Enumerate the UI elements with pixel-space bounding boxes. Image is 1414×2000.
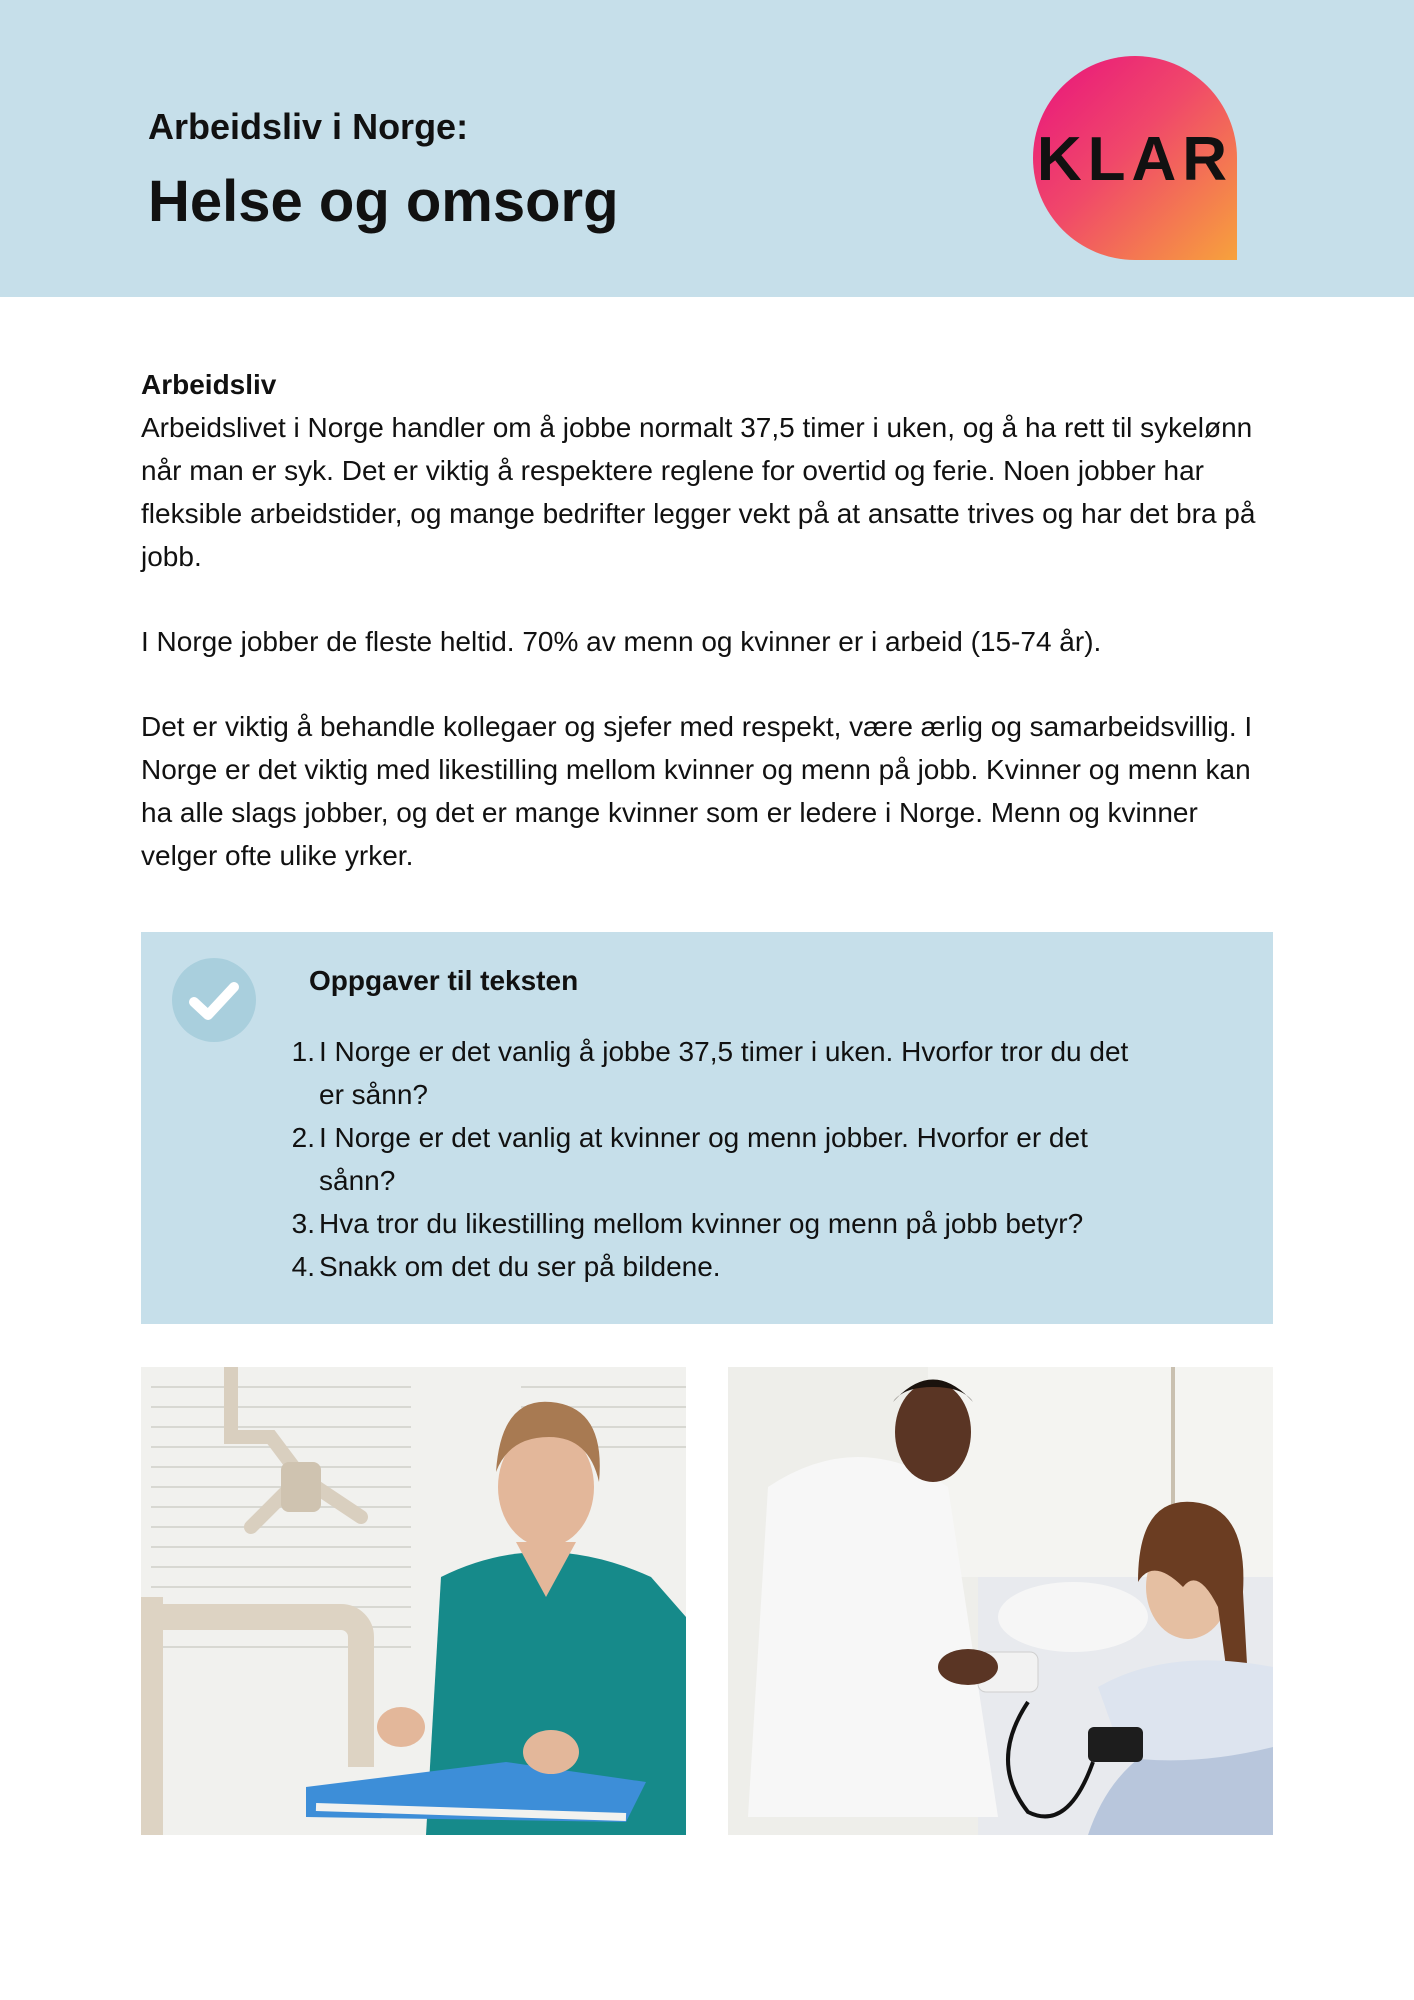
- section-heading: Arbeidsliv: [141, 369, 277, 400]
- page-header: [0, 0, 1414, 297]
- task-item: 3. Hva tror du likestilling mellom kvinner og menn på jobb betyr?: [291, 1208, 1084, 1239]
- klar-logo: [1033, 56, 1237, 260]
- paragraph: Arbeidslivet i Norge handler om å jobbe normalt 37,5 timer i uken, og å ha rett til sykelønn når man er syk. Det er viktig å respektere reglene for overtid og ferie. Noen jobber har fleksible arbeidstider, og mange bedrifter legger vekt på at ansatte trives og har det bra på jobb.: [141, 412, 1256, 572]
- task-list: [291, 1030, 1141, 1288]
- task-item: 4. Snakk om det du ser på bildene.: [291, 1251, 721, 1282]
- nurse-blood-pressure-photo: [728, 1367, 1273, 1835]
- page-subtitle: Arbeidsliv i Norge:: [148, 106, 469, 147]
- task-title: Oppgaver til teksten: [309, 965, 579, 996]
- page-title: Helse og omsorg: [148, 169, 619, 234]
- logo-text: KLAR: [1036, 125, 1234, 194]
- paragraph: I Norge jobber de fleste heltid. 70% av menn og kvinner er i arbeid (15-74 år).: [141, 626, 1102, 657]
- article-body: [141, 363, 1281, 919]
- checkmark-icon: [172, 958, 256, 1042]
- task-item: 1. I Norge er det vanlig å jobbe 37,5 timer i uken. Hvorfor tror du det er sånn?: [291, 1036, 1129, 1110]
- task-box: [141, 932, 1273, 1324]
- dental-assistant-photo: [141, 1367, 686, 1835]
- task-item: 2. I Norge er det vanlig at kvinner og menn jobber. Hvorfor er det sånn?: [291, 1122, 1088, 1196]
- paragraph: Det er viktig å behandle kollegaer og sjefer med respekt, være ærlig og samarbeidsvillig. I Norge er det viktig med likestilling mellom kvinner og menn på jobb. Kvinner og menn kan ha alle slags jobber, og det er mange kvinner som er ledere i Norge. Menn og kvinner velger ofte ulike yrker.: [141, 711, 1253, 871]
